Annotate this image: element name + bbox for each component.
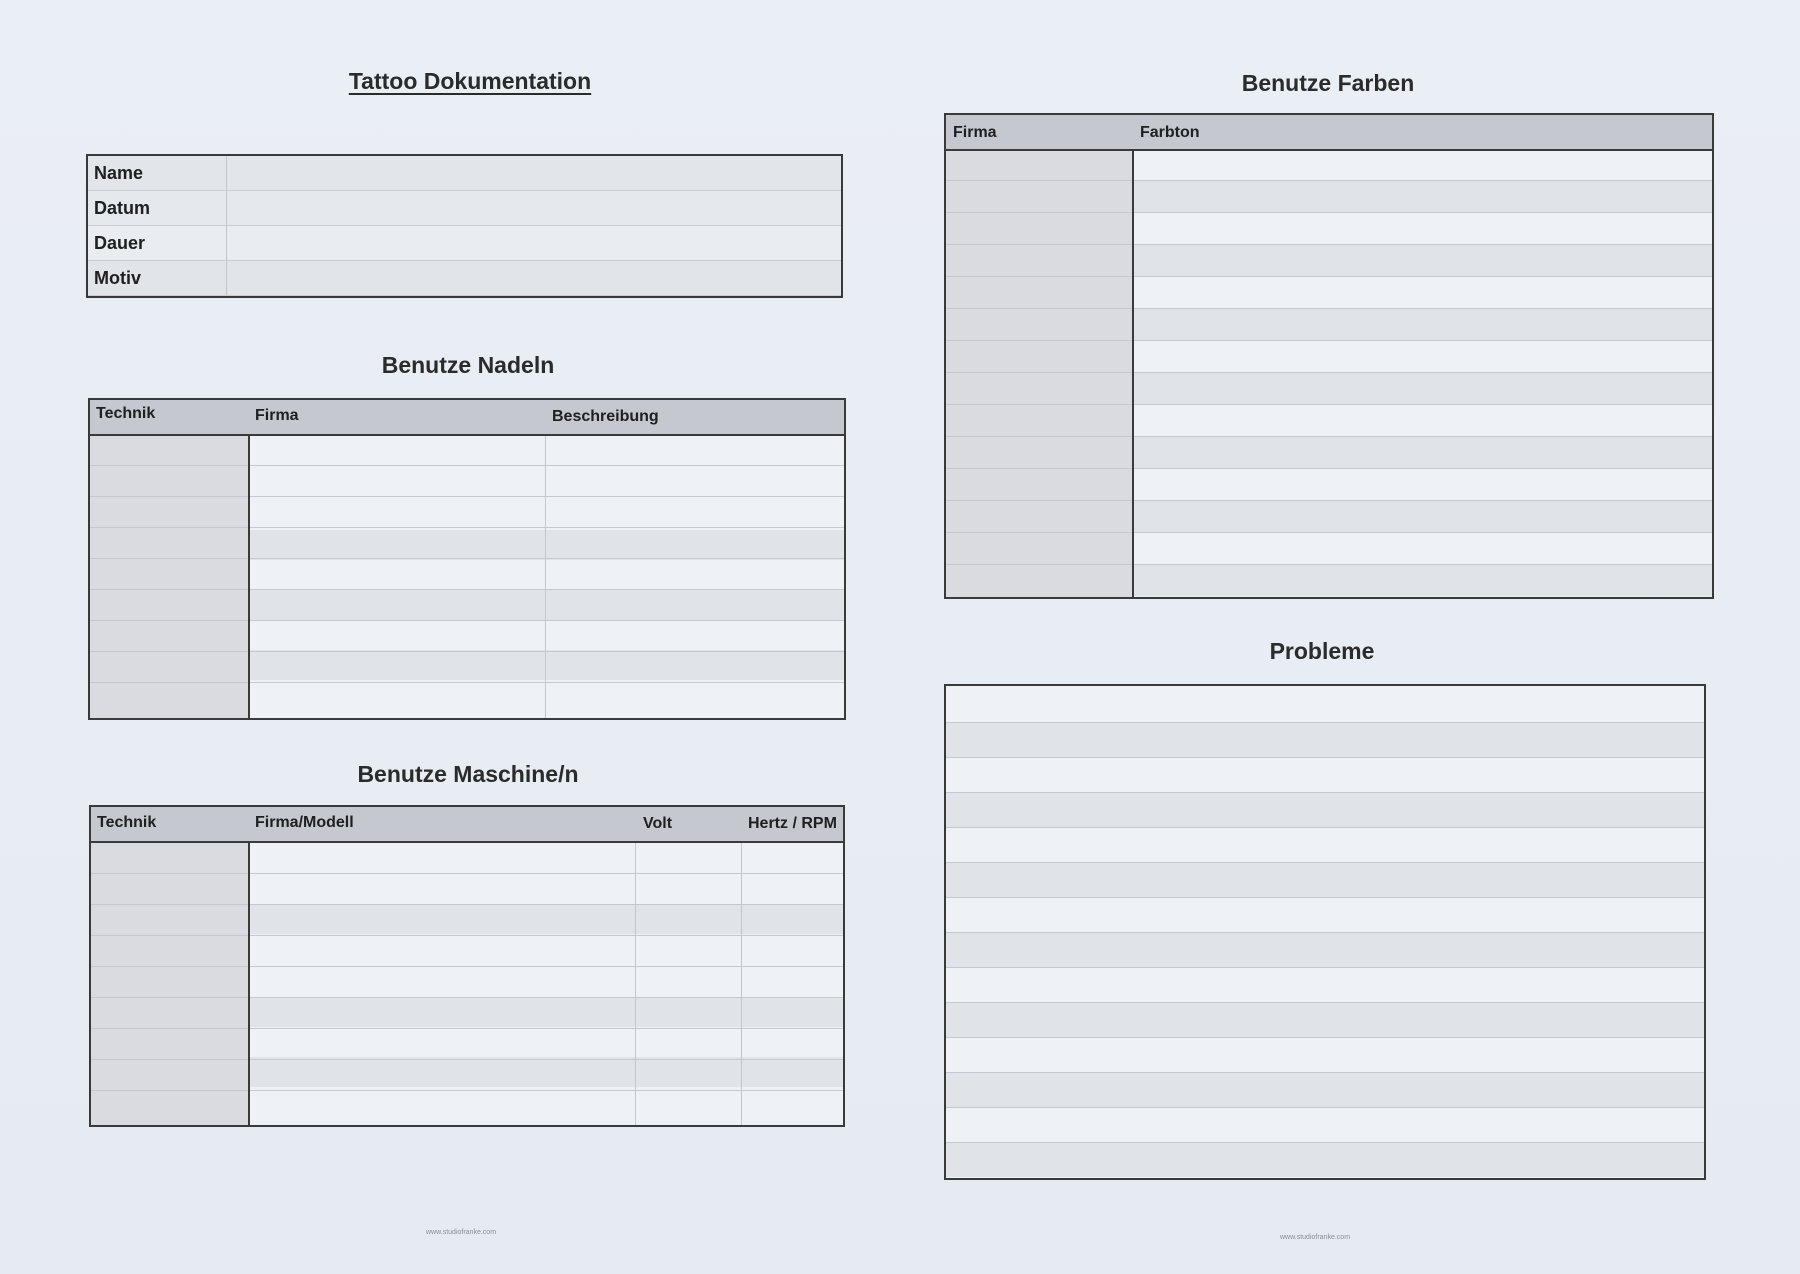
- info-label-datum: Datum: [94, 198, 151, 218]
- colors-header: [946, 115, 1712, 151]
- info-row-datum[interactable]: [88, 191, 841, 226]
- colors-title: Benutze Farben: [1241, 70, 1415, 96]
- info-row-motiv[interactable]: [88, 261, 841, 296]
- machines-col-volt: Volt: [643, 815, 673, 832]
- page-title: Tattoo Dokumentation: [348, 68, 592, 94]
- machines-col-technik: Technik: [97, 814, 157, 831]
- machines-col-firma-modell: Firma/Modell: [255, 814, 354, 831]
- needles-table: [88, 398, 846, 720]
- footer-left: www.studiofranke.com: [426, 1229, 497, 1236]
- info-label-name: Name: [94, 163, 144, 183]
- info-row-name[interactable]: [88, 156, 841, 191]
- machines-title: Benutze Maschine/n: [357, 761, 579, 787]
- info-label-motiv: Motiv: [94, 268, 141, 288]
- info-row-dauer[interactable]: [88, 226, 841, 261]
- needles-col-firma: Firma: [255, 407, 299, 424]
- info-table: [86, 154, 843, 298]
- colors-col-farbton: Farbton: [1140, 124, 1200, 141]
- needles-col-beschreibung: Beschreibung: [552, 408, 659, 425]
- colors-table: [944, 113, 1714, 599]
- footer-right: www.studiofranke.com: [1280, 1234, 1351, 1241]
- colors-col-firma: Firma: [953, 124, 997, 141]
- problems-box[interactable]: [944, 684, 1706, 1180]
- needles-col-technik: Technik: [96, 405, 156, 422]
- problems-title: Probleme: [1269, 638, 1375, 664]
- info-label-dauer: Dauer: [94, 233, 146, 253]
- machines-table: [89, 805, 845, 1127]
- needles-title: Benutze Nadeln: [381, 352, 555, 378]
- needles-header: [90, 400, 844, 436]
- machines-col-hertz-rpm: Hertz / RPM: [748, 815, 837, 832]
- machines-header: [91, 807, 843, 843]
